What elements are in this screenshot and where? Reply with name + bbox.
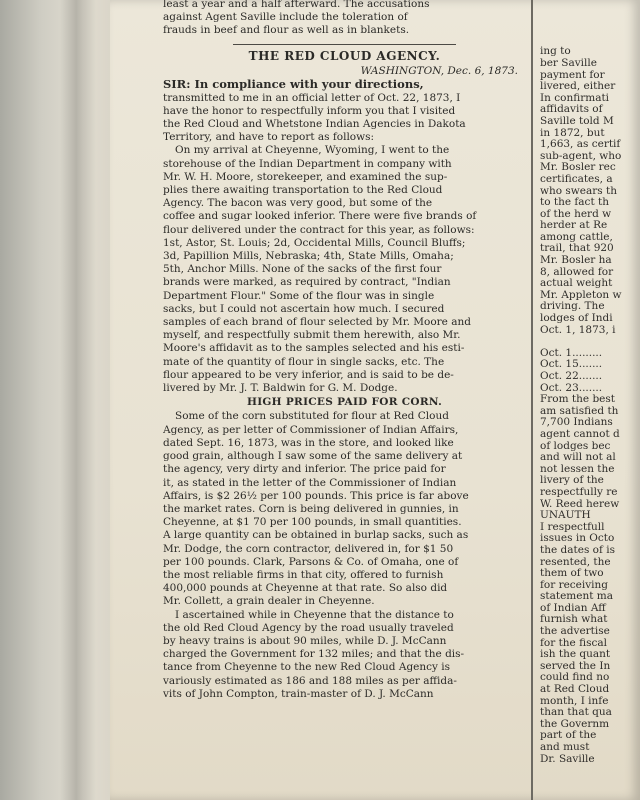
- text-line: furnish what: [540, 614, 608, 626]
- text-line: served the In: [540, 660, 611, 672]
- text-line: in 1872, but: [540, 127, 605, 139]
- text-line: Dr. Saville: [540, 753, 595, 765]
- text-line: of the herd w: [540, 208, 612, 220]
- text-line: have the honor to respectfully inform you that I visited: [163, 104, 456, 117]
- text-line: lodges of Indi: [540, 313, 613, 325]
- text-line: at Red Cloud: [540, 684, 610, 696]
- text-line: sacks, but I could not ascertain how much. I secured: [163, 302, 445, 315]
- text-line: herder at Re: [540, 220, 608, 232]
- article-column: [163, 0, 526, 800]
- text-line: 5th, Anchor Mills. None of the sacks of the first four: [163, 263, 442, 276]
- text-line: Mr. Collett, a grain dealer in Cheyenne.: [163, 595, 375, 608]
- text-line: Saville told M: [540, 115, 614, 127]
- subheading: HIGH PRICES PAID FOR CORN.: [246, 396, 443, 409]
- text-line: the advertise: [540, 626, 610, 638]
- paragraph-cheyenne-storehouse: [163, 144, 526, 395]
- text-line: plies there awaiting transportation to the Red Cloud: [163, 184, 443, 197]
- text-line: storehouse of the Indian Department in company with: [163, 157, 452, 170]
- text-line: I respectfull: [540, 521, 605, 533]
- text-line: [540, 35, 640, 47]
- text-line: among cattle,: [540, 231, 613, 243]
- text-line: vits of John Compton, train-master of D. J. McCann: [163, 687, 434, 700]
- text-line: and must: [540, 742, 590, 753]
- text-line: for the fiscal: [540, 637, 607, 649]
- text-line: agent cannot d: [540, 428, 620, 440]
- text-line: 3d, Papillion Mills, Nebraska; 4th, State Mills, Omaha;: [163, 250, 454, 263]
- text-line: and will not al: [540, 452, 616, 464]
- text-line: Agency. The bacon was very good, but some of the: [163, 197, 433, 210]
- text-line: charged the Government for 132 miles; and that the dis-: [163, 648, 465, 661]
- text-line: driving. The: [540, 301, 605, 313]
- text-line: ing to: [540, 46, 571, 58]
- text-line: not lessen the: [540, 463, 615, 475]
- text-line: for receiving: [540, 579, 609, 591]
- text-line: 1st, Astor, St. Louis; 2d, Occidental Mills, Council Bluffs;: [163, 236, 466, 249]
- text-line: Mr. Bosler ha: [540, 255, 612, 267]
- text-line: variously estimated as 186 and 188 miles as per affida-: [163, 674, 457, 687]
- text-line: it, as stated in the letter of the Commissioner of Indian: [163, 476, 457, 489]
- text-line: the dates of is: [540, 544, 615, 556]
- text-line: Department Flour." Some of the flour was in single: [163, 289, 435, 302]
- text-line: Territory, and have to report as follows:: [163, 131, 375, 144]
- text-line: 7,700 Indians: [540, 417, 613, 429]
- text-line: good grain, although I saw some of the same delivery at: [163, 450, 463, 463]
- text-line: by heavy trains is about 90 miles, while D. J. McCann: [163, 634, 447, 647]
- text-line: 1,663, as certif: [540, 139, 621, 151]
- left-page-margin: [0, 0, 118, 800]
- text-line: them of two: [540, 568, 604, 580]
- text-line: frauds in beef and flour as well as in blankets.: [163, 24, 410, 37]
- text-line: per 100 pounds. Clark, Parsons & Co. of Omaha, one of: [163, 555, 459, 568]
- text-line: could find no: [540, 672, 610, 684]
- section-divider: [233, 44, 456, 45]
- text-line: ber Saville: [540, 57, 597, 69]
- text-line: Oct. 15.......: [540, 359, 603, 371]
- text-line: I ascertained while in Cheyenne that the distance to: [175, 608, 454, 621]
- text-line: Mr. Bosler rec: [540, 162, 616, 174]
- text-line: who swears th: [540, 185, 617, 197]
- text-line: ish the quant: [540, 649, 611, 661]
- text-line: respectfully re: [540, 486, 618, 498]
- text-line: samples of each brand of flour selected by Mr. Moore and: [163, 316, 471, 329]
- text-line: livered by Mr. J. T. Baldwin for G. M. Dodge.: [163, 382, 398, 395]
- text-line: the most reliable firms in that city, offered to furnish: [163, 568, 444, 581]
- text-line: Mr. W. H. Moore, storekeeper, and examined the sup-: [163, 170, 448, 183]
- text-line: issues in Octo: [540, 533, 615, 545]
- text-line: certificates, a: [540, 173, 613, 185]
- text-line: Mr. Appleton w: [540, 289, 622, 301]
- text-line: of Indian Aff: [540, 602, 606, 614]
- text-line: In confirmati: [540, 92, 610, 104]
- text-line: part of the: [540, 730, 597, 742]
- page-fold-shadow: [60, 0, 96, 800]
- text-line: [540, 0, 640, 12]
- text-line: statement ma: [540, 591, 614, 603]
- text-line: dated Sept. 16, 1873, was in the store, and looked like: [163, 436, 454, 449]
- text-line: transmitted to me in an official letter of Oct. 22, 1873, I: [163, 91, 461, 104]
- text-line: affidavits of: [540, 104, 603, 116]
- article-title: THE RED CLOUD AGENCY.: [248, 48, 441, 63]
- text-line: month, I infe: [540, 695, 609, 707]
- text-line: the Governm: [540, 718, 610, 730]
- dateline: WASHINGTON, Dec. 6, 1873.: [360, 64, 518, 77]
- text-line: flour delivered under the contract for this year, as follows:: [163, 223, 475, 236]
- text-line: the Red Cloud and Whetstone Indian Agencies in Dakota: [163, 118, 466, 131]
- text-line: W. Reed herew: [540, 498, 620, 510]
- text-line: livered, either: [540, 81, 616, 93]
- text-line: Agency, as per letter of Commissioner of Indian Affairs,: [163, 423, 459, 436]
- text-line: [540, 23, 640, 35]
- text-line: Oct. 1, 1873, i: [540, 324, 616, 336]
- text-line: Oct. 22.......: [540, 371, 603, 382]
- text-line: Affairs, is $2 26½ per 100 pounds. This price is far above: [163, 489, 469, 502]
- text-line: Moore's affidavit as to the samples selected and his esti-: [163, 342, 465, 355]
- text-line: am satisfied th: [540, 405, 619, 417]
- text-line: From the best: [540, 394, 615, 406]
- text-line: coffee and sugar looked inferior. There were five brands of: [163, 210, 477, 223]
- text-line: tance from Cheyenne to the new Red Cloud Agency is: [163, 661, 451, 674]
- text-line: sub-agent, who: [540, 150, 622, 162]
- text-line: the market rates. Corn is being delivered in gunnies, in: [163, 502, 459, 515]
- text-line: A large quantity can be obtained in burlap sacks, such as: [163, 529, 469, 542]
- text-line: the agency, very dirty and inferior. The price paid for: [163, 463, 446, 476]
- text-line: the old Red Cloud Agency by the road usually traveled: [163, 621, 454, 634]
- text-line: myself, and respectfully submit them herewith, also Mr.: [163, 329, 461, 342]
- text-line: resented, the: [540, 556, 611, 568]
- text-line: 8, allowed for: [540, 266, 614, 278]
- text-line: Cheyenne, at $1 70 per 100 pounds, in small quantities.: [163, 516, 462, 529]
- text-line: than that qua: [540, 707, 612, 719]
- text-line: [540, 336, 640, 348]
- salutation-paragraph: [163, 78, 526, 144]
- text-line: least a year and a half afterward. The accusations: [163, 0, 430, 10]
- text-line: of lodges bec: [540, 440, 611, 452]
- text-line: brands were marked, as required by contract, "Indian: [163, 276, 451, 289]
- text-line: to the fact th: [540, 197, 609, 209]
- text-line: Oct. 23.......: [540, 382, 603, 394]
- text-line: Some of the corn substituted for flour at Red Cloud: [175, 410, 449, 423]
- adjacent-column: [540, 0, 640, 800]
- text-line: On my arrival at Cheyenne, Wyoming, I went to the: [175, 144, 450, 157]
- text-line: flour appeared to be very inferior, and is said to be de-: [163, 368, 454, 381]
- text-line: actual weight: [540, 278, 613, 290]
- text-line: Mr. Dodge, the corn contractor, delivered in, for $1 50: [163, 542, 454, 555]
- text-line: [540, 12, 640, 24]
- text-line: livery of the: [540, 475, 604, 487]
- previous-article-tail: [163, 0, 526, 38]
- column-rule: [531, 0, 533, 800]
- paragraph-agency-distance: [163, 609, 526, 701]
- text-line: against Agent Saville include the toleration of: [163, 11, 408, 24]
- paragraph-corn-prices: [163, 410, 526, 608]
- text-line: 400,000 pounds at Cheyenne at that rate. So also did: [163, 582, 448, 595]
- text-line: Oct. 1.........: [540, 347, 603, 359]
- text-line: trail, that 920: [540, 243, 614, 255]
- text-line: mate of the quantity of flour in single sacks, etc. The: [163, 355, 445, 368]
- text-line: SIR: In compliance with your directions,: [163, 78, 424, 92]
- text-line: UNAUTH: [540, 510, 591, 522]
- text-line: payment for: [540, 69, 605, 81]
